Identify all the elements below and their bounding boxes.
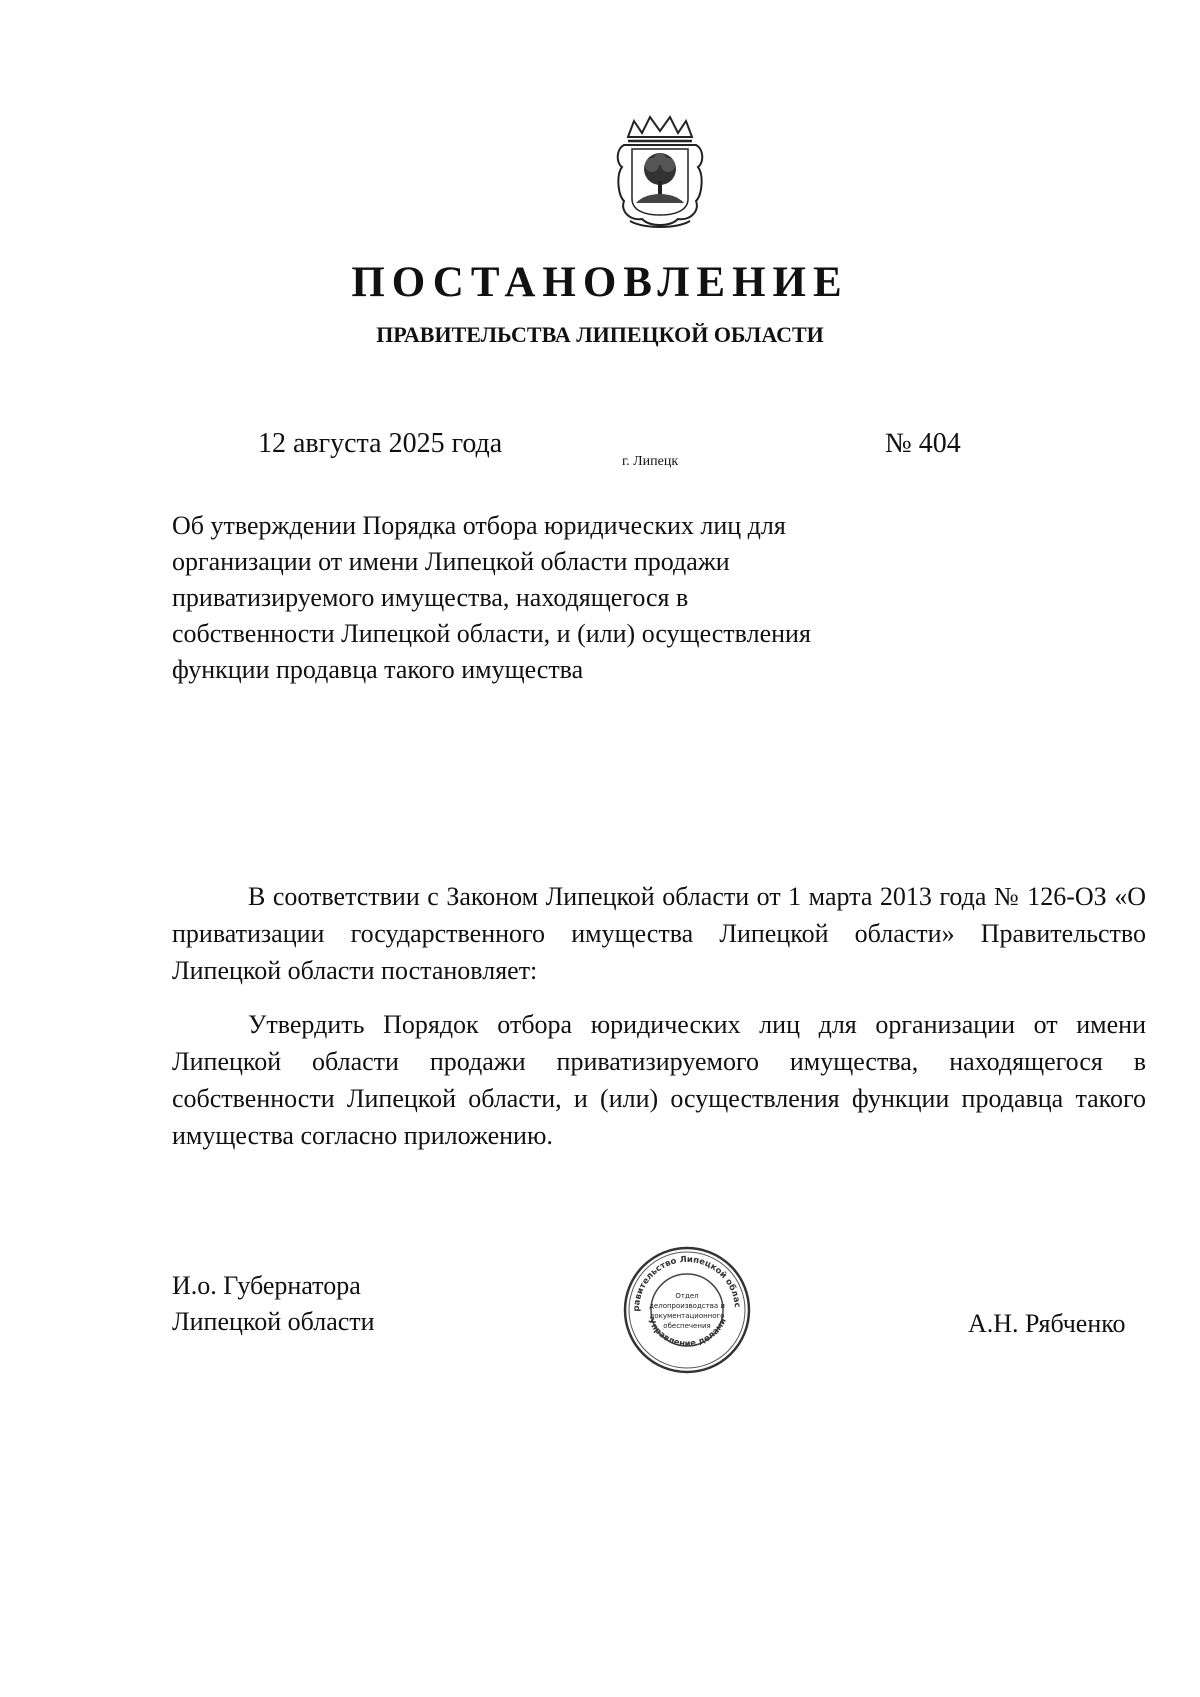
body-paragraph-2: Утвердить Порядок отбора юридических лиц для организации от имени Липецкой области продажи приватизируемого имущества, находящегося в собственности Липецкой области, и (или) осуществления функции продавца такого имущества согласно приложению. <box>172 1010 1146 1150</box>
coat-of-arms-icon <box>610 115 710 235</box>
signatory-position <box>172 1268 375 1340</box>
stamp-center-line-1: Отдел <box>675 1292 699 1300</box>
stamp-ring-bottom-text: Управление делами <box>645 1316 729 1350</box>
document-type-heading: ПОСТАНОВЛЕНИЕ <box>351 259 849 306</box>
stamp-center-line-2: делопроизводства и <box>649 1302 725 1310</box>
signatory-position-line-2: Липецкой области <box>172 1307 375 1336</box>
body-paragraph-1: В соответствии с Законом Липецкой области от 1 марта 2013 года № 126-ОЗ «О приватизации государственного имущества Липецкой области» Правительство Липецкой области постановляет: <box>172 882 1146 985</box>
stamp-ring-top-text: равительство Липецкой облас <box>631 1254 742 1312</box>
stamp-center-line-4: обеспечения <box>663 1322 711 1330</box>
document-number: № 404 <box>885 428 961 459</box>
signatory-name: А.Н. Рябченко <box>968 1309 1126 1338</box>
stamp-center-line-3: документационного <box>649 1312 725 1320</box>
issuer-heading: ПРАВИТЕЛЬСТВА ЛИПЕЦКОЙ ОБЛАСТИ <box>376 322 824 347</box>
document-date: 12 августа 2025 года <box>258 428 503 459</box>
official-seal-icon <box>622 1245 752 1375</box>
signatory-position-line-1: И.о. Губернатора <box>172 1271 361 1300</box>
document-city: г. Липецк <box>622 454 679 469</box>
document-title: Об утверждении Порядка отбора юридических лиц для организации от имени Липецкой области продажи приватизируемого имущества, находящегося в собственности Липецкой области, и (или) осуществления функции продавца такого имущества <box>172 511 811 684</box>
